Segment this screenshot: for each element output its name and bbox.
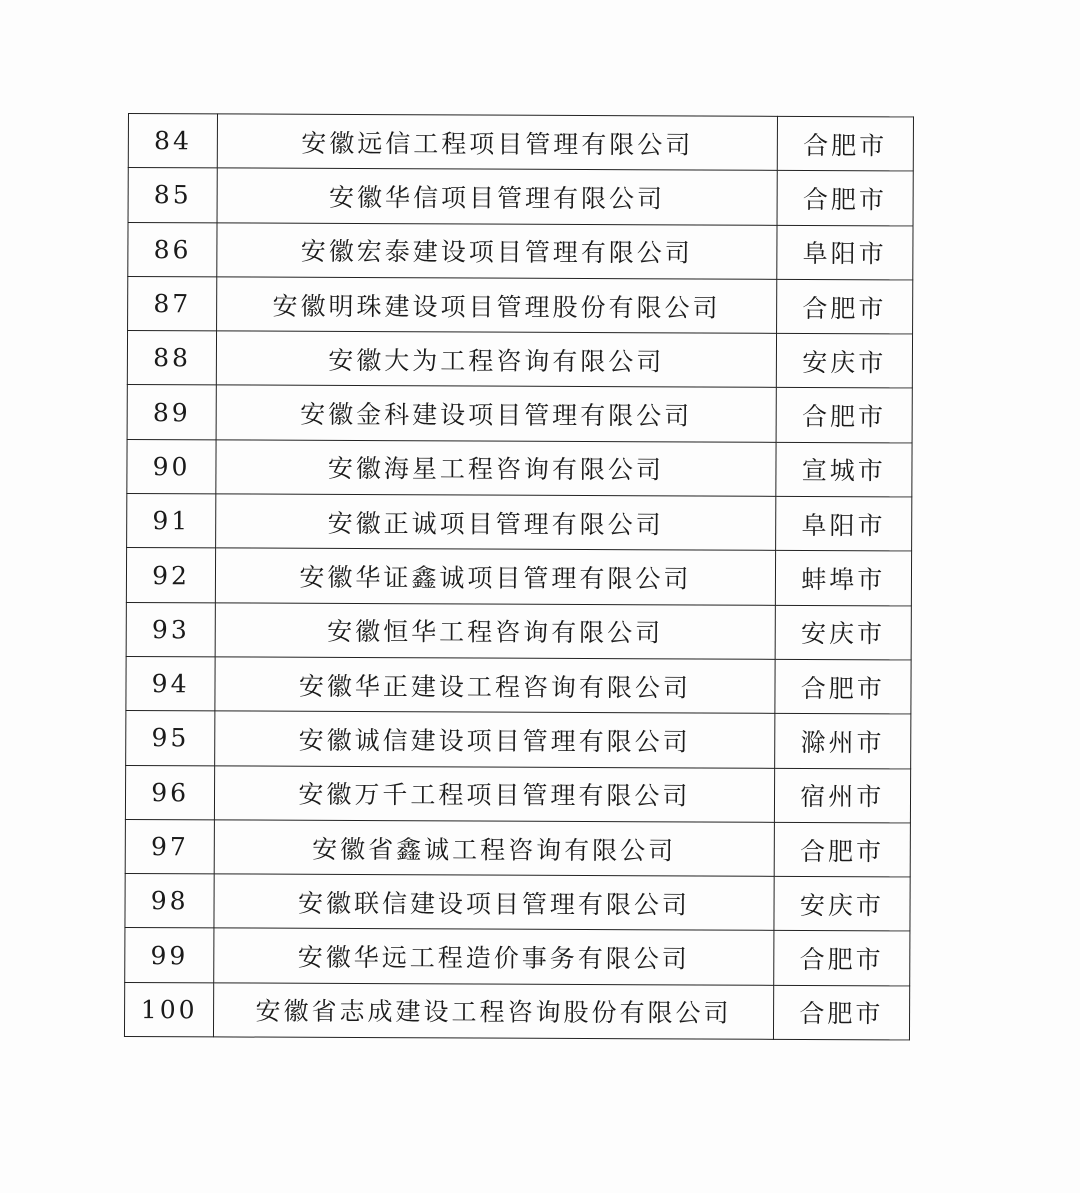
company-name-cell: 安徽省鑫诚工程咨询有限公司 bbox=[214, 820, 774, 877]
company-name-cell: 安徽华信项目管理有限公司 bbox=[217, 168, 777, 225]
city-cell: 合肥市 bbox=[776, 388, 913, 443]
table-row bbox=[127, 439, 912, 497]
row-number-cell: 90 bbox=[127, 439, 216, 494]
table-row bbox=[127, 494, 912, 552]
city-cell: 阜阳市 bbox=[775, 496, 912, 551]
row-number-cell: 92 bbox=[126, 548, 215, 603]
city-cell: 合肥市 bbox=[777, 116, 914, 171]
city-cell: 安庆市 bbox=[776, 334, 913, 389]
company-name-cell: 安徽华正建设工程咨询有限公司 bbox=[215, 657, 775, 714]
city-cell: 阜阳市 bbox=[776, 225, 913, 280]
city-cell: 合肥市 bbox=[773, 985, 910, 1040]
table-row bbox=[125, 765, 910, 823]
table-row bbox=[126, 602, 911, 660]
row-number-cell: 93 bbox=[126, 602, 215, 657]
company-name-cell: 安徽省志成建设工程咨询股份有限公司 bbox=[214, 983, 774, 1040]
row-number-cell: 100 bbox=[124, 982, 213, 1037]
row-number-cell: 85 bbox=[128, 168, 217, 223]
company-table-body bbox=[124, 114, 913, 1040]
company-name-cell: 安徽恒华工程咨询有限公司 bbox=[215, 603, 775, 660]
city-cell: 宿州市 bbox=[774, 768, 911, 823]
company-name-cell: 安徽万千工程项目管理有限公司 bbox=[215, 765, 775, 822]
table-row bbox=[128, 222, 913, 280]
company-table bbox=[124, 113, 914, 1040]
row-number-cell: 91 bbox=[127, 494, 216, 549]
company-name-cell: 安徽华证鑫诚项目管理有限公司 bbox=[216, 548, 776, 605]
row-number-cell: 88 bbox=[127, 331, 216, 386]
table-row bbox=[127, 385, 912, 443]
row-number-cell: 96 bbox=[125, 765, 214, 820]
table-row bbox=[125, 928, 910, 986]
table-row bbox=[128, 114, 913, 172]
city-cell: 宣城市 bbox=[775, 442, 912, 497]
company-name-cell: 安徽海星工程咨询有限公司 bbox=[216, 440, 776, 497]
table-row bbox=[126, 656, 911, 714]
city-cell: 安庆市 bbox=[775, 605, 912, 660]
company-name-cell: 安徽宏泰建设项目管理有限公司 bbox=[217, 222, 777, 279]
table-row bbox=[125, 874, 910, 932]
table-row bbox=[128, 276, 913, 334]
row-number-cell: 84 bbox=[128, 114, 217, 169]
row-number-cell: 87 bbox=[128, 276, 217, 331]
table-row bbox=[126, 711, 911, 769]
city-cell: 滁州市 bbox=[774, 714, 911, 769]
company-name-cell: 安徽大为工程咨询有限公司 bbox=[217, 331, 777, 388]
row-number-cell: 95 bbox=[126, 711, 215, 766]
table-row bbox=[125, 819, 910, 877]
company-name-cell: 安徽金科建设项目管理有限公司 bbox=[216, 385, 776, 442]
row-number-cell: 98 bbox=[125, 874, 214, 929]
row-number-cell: 86 bbox=[128, 222, 217, 277]
table-row bbox=[124, 982, 909, 1040]
table-row bbox=[127, 331, 912, 389]
table-row bbox=[126, 548, 911, 606]
table-row bbox=[128, 168, 913, 226]
company-name-cell: 安徽诚信建设项目管理有限公司 bbox=[215, 711, 775, 768]
company-name-cell: 安徽明珠建设项目管理股份有限公司 bbox=[217, 277, 777, 334]
city-cell: 蚌埠市 bbox=[775, 551, 912, 606]
company-name-cell: 安徽远信工程项目管理有限公司 bbox=[217, 114, 777, 171]
city-cell: 合肥市 bbox=[773, 931, 910, 986]
row-number-cell: 94 bbox=[126, 656, 215, 711]
city-cell: 合肥市 bbox=[777, 171, 914, 226]
row-number-cell: 99 bbox=[125, 928, 214, 983]
city-cell: 合肥市 bbox=[775, 659, 912, 714]
company-name-cell: 安徽正诚项目管理有限公司 bbox=[216, 494, 776, 551]
city-cell: 合肥市 bbox=[776, 279, 913, 334]
company-name-cell: 安徽联信建设项目管理有限公司 bbox=[214, 874, 774, 931]
city-cell: 合肥市 bbox=[774, 822, 911, 877]
row-number-cell: 97 bbox=[125, 819, 214, 874]
row-number-cell: 89 bbox=[127, 385, 216, 440]
company-name-cell: 安徽华远工程造价事务有限公司 bbox=[214, 928, 774, 985]
city-cell: 安庆市 bbox=[774, 876, 911, 931]
